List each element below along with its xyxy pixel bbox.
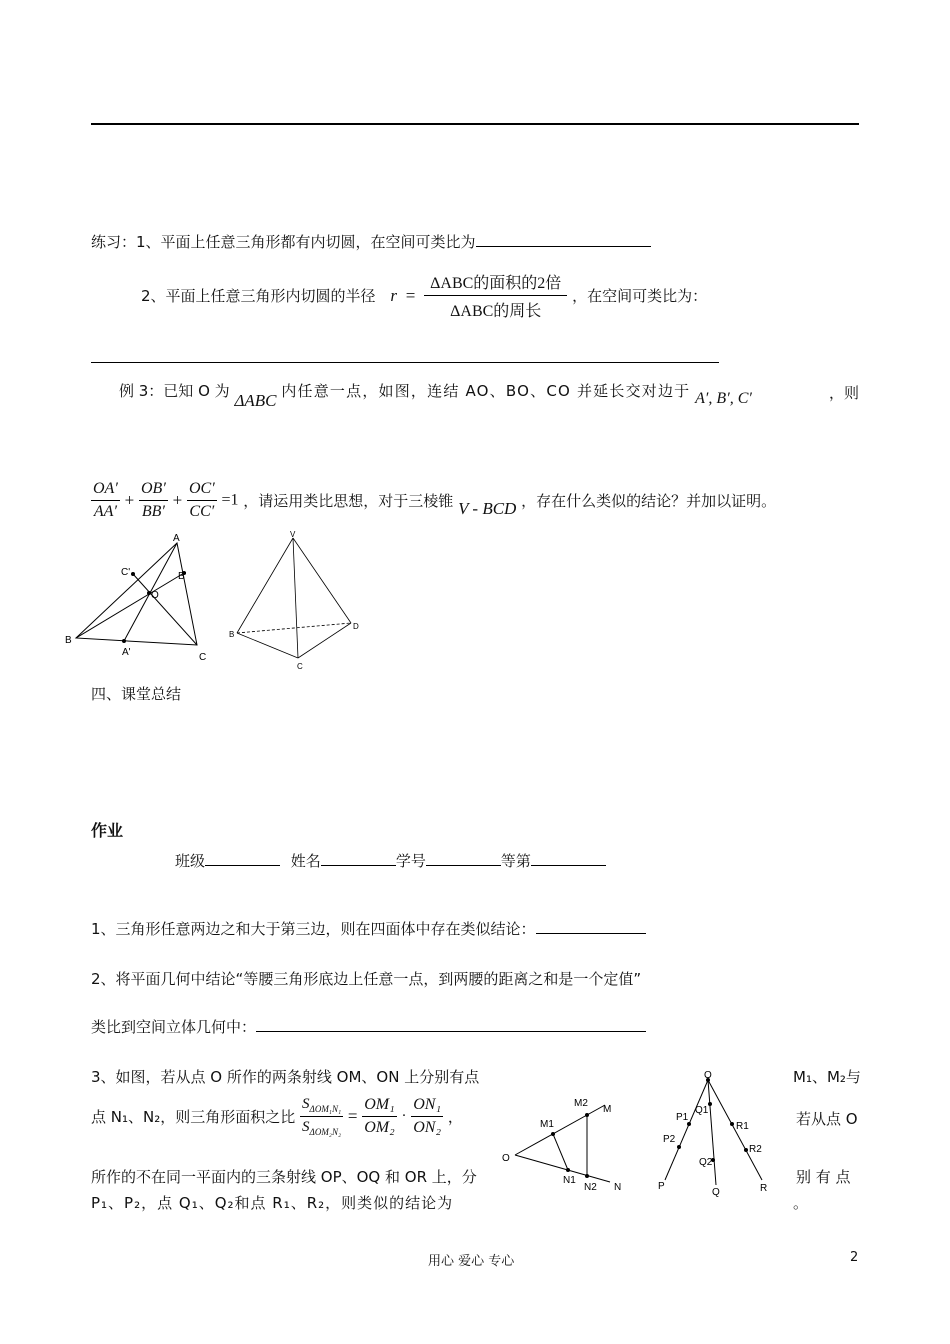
- label-Q: Q: [712, 1187, 720, 1198]
- two-rays-figure: [495, 1090, 635, 1200]
- label-D: D: [353, 622, 359, 631]
- fraction-oc-den: CC′: [189, 503, 215, 520]
- equals-sign: =: [405, 285, 416, 305]
- area-ratio-den: $S_{\Delta OM_2N_2}$: [302, 1119, 342, 1137]
- radius-variable: r: [390, 285, 397, 305]
- on1: ON₁: [411, 1096, 443, 1117]
- om-ratio-fraction: [362, 1096, 396, 1137]
- fraction-ob-den: BB′: [141, 503, 165, 520]
- fraction-ob-num: OB′: [139, 480, 168, 501]
- radius-fraction-numerator: ΔABC的面积的2倍: [424, 270, 567, 296]
- homework-q3-right4: 。: [793, 1194, 809, 1212]
- exercise-q2-answer-line: [91, 362, 719, 363]
- pyramid-v-bcd: V - BCD: [458, 498, 517, 518]
- label-A-prime: A': [122, 647, 131, 658]
- field-name-label: 姓名: [290, 852, 321, 870]
- label-B-prime: B': [178, 571, 187, 582]
- field-class-label: 班级: [175, 852, 206, 870]
- label-3d-O: O: [704, 1070, 712, 1081]
- fraction-oc-cc: [187, 480, 217, 521]
- fraction-oc-num: OC′: [187, 480, 217, 501]
- homework-q1: [91, 918, 646, 939]
- fraction-oa-den: AA′: [93, 503, 117, 520]
- area-ratio-num: $S_{\Delta OM_1N_1}$: [300, 1096, 343, 1117]
- fraction-oa-num: OA′: [91, 480, 120, 501]
- label-Q2: Q2: [699, 1157, 713, 1168]
- label-N2: N2: [584, 1182, 597, 1193]
- points-abc-prime: A′, B′, C′: [695, 389, 752, 407]
- field-grade-label: 等第: [500, 852, 531, 870]
- homework-title: 作业: [91, 821, 124, 840]
- field-id-label: 学号: [395, 852, 426, 870]
- label-tetra-C: C: [297, 662, 303, 671]
- equals-one: =1: [221, 491, 239, 509]
- homework-q2-blank[interactable]: [256, 1017, 646, 1032]
- label-M1: M1: [540, 1119, 554, 1130]
- label-A: A: [173, 533, 180, 544]
- label-N: N: [614, 1182, 622, 1193]
- homework-q3-line2-text: 点 N₁、N₂，则三角形面积之比: [91, 1108, 296, 1126]
- homework-q2b-text: 类比到空间立体几何中：: [91, 1018, 257, 1036]
- homework-q3-right2: 若从点 O: [796, 1110, 858, 1128]
- label-Q1: Q1: [695, 1105, 709, 1116]
- area-ratio-equals: =: [347, 1106, 358, 1126]
- homework-q3-right3: 别 有 点: [796, 1168, 851, 1186]
- homework-q3-line2-comma: ，: [447, 1108, 463, 1126]
- om1: OM₁: [362, 1096, 396, 1117]
- multiply-dot: ·: [401, 1108, 407, 1124]
- field-class-blank[interactable]: [205, 851, 280, 866]
- triangle-abc: ΔABC: [234, 390, 277, 410]
- label-C: C: [199, 652, 207, 663]
- label-P2: P2: [663, 1134, 676, 1145]
- homework-q3-line1: 3、如图，若从点 O 所作的两条射线 OM、ON 上分别有点: [91, 1068, 480, 1086]
- label-ray-O: O: [502, 1153, 510, 1164]
- homework-q1-text: 1、三角形任意两边之和大于第三边，则在四面体中存在类似结论：: [91, 920, 536, 938]
- triangle-figure: [60, 530, 220, 665]
- footer-text: 用心 爱心 专心: [428, 1254, 515, 1269]
- header-rule: [91, 123, 859, 125]
- example3-line2-suffix: ，存在什么类似的结论？并加以证明。: [521, 492, 777, 510]
- plus-sign-1: +: [124, 490, 135, 510]
- label-V: V: [290, 530, 296, 539]
- example3-prefix: 例 3：已知 O 为: [119, 382, 230, 400]
- homework-q3-right1: M₁、M₂与: [793, 1068, 861, 1086]
- example3-line-1: [119, 380, 859, 410]
- label-P1: P1: [676, 1112, 689, 1123]
- field-grade-blank[interactable]: [531, 851, 606, 866]
- exercise-line-2: [141, 270, 707, 321]
- radius-fraction-denominator: ΔABC的周长: [450, 303, 542, 320]
- exercise-q1-text: 练习：1、平面上任意三角形都有内切圆，在空间可类比为: [91, 233, 476, 251]
- homework-fields: [175, 850, 606, 871]
- on2: ON₂: [413, 1119, 442, 1136]
- example3-line-2: [91, 480, 776, 521]
- exercise-q2-prefix: 2、平面上任意三角形内切圆的半径: [141, 287, 376, 305]
- exercise-q2-suffix: ，在空间可类比为：: [572, 287, 708, 305]
- three-rays-figure: [650, 1068, 780, 1203]
- om2: OM₂: [364, 1119, 395, 1136]
- example3-line2-mid: ，请运用类比思想，对于三棱锥: [243, 492, 454, 510]
- homework-q1-blank[interactable]: [536, 919, 646, 934]
- label-P: P: [658, 1181, 665, 1192]
- homework-q3-line4: P₁、P₂，点 Q₁、Q₂和点 R₁、R₂，则类似的结论为: [91, 1194, 454, 1212]
- exercise-line-1: [91, 231, 651, 252]
- homework-q2b: [91, 1016, 646, 1037]
- field-id-blank[interactable]: [426, 851, 501, 866]
- example3-middle: 内任意一点，如图，连结 AO、BO、CO 并延长交对边于: [281, 382, 691, 400]
- on-ratio-fraction: [411, 1096, 443, 1137]
- summary-heading: 四、课堂总结: [91, 685, 182, 703]
- fraction-ob-bb: [139, 480, 168, 521]
- label-B: B: [65, 635, 72, 646]
- label-C-prime: C': [121, 567, 131, 578]
- plus-sign-2: +: [172, 490, 183, 510]
- label-M: M: [603, 1104, 612, 1115]
- label-R1: R1: [736, 1121, 749, 1132]
- example3-suffix: ，则: [828, 384, 859, 402]
- label-O: O: [151, 590, 159, 601]
- fraction-oa-aa: [91, 480, 120, 521]
- homework-q2a: 2、将平面几何中结论“等腰三角形底边上任意一点，到两腰的距离之和是一个定值”: [91, 970, 642, 988]
- label-tetra-B: B: [229, 630, 235, 639]
- homework-q3-line2: [91, 1096, 463, 1137]
- label-R: R: [760, 1183, 768, 1194]
- label-N1: N1: [563, 1175, 576, 1186]
- radius-fraction: [424, 270, 567, 321]
- label-R2: R2: [749, 1144, 762, 1155]
- label-M2: M2: [574, 1098, 588, 1109]
- tetrahedron-figure: [225, 528, 370, 673]
- area-ratio-fraction: [300, 1096, 343, 1137]
- exercise-q1-blank: [476, 232, 651, 247]
- homework-q3-line3: 所作的不在同一平面内的三条射线 OP、OQ 和 OR 上，分: [91, 1168, 477, 1186]
- page-number: 2: [850, 1250, 859, 1265]
- field-name-blank[interactable]: [321, 851, 396, 866]
